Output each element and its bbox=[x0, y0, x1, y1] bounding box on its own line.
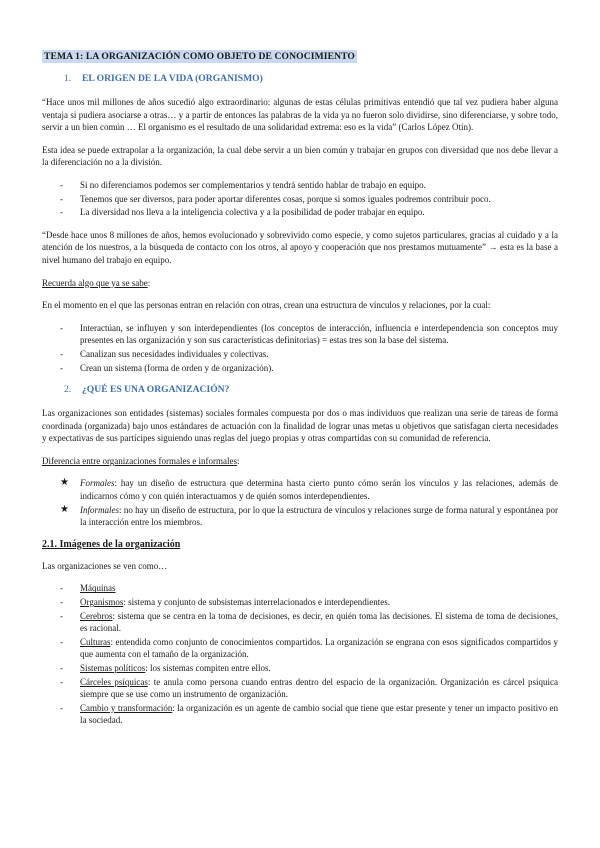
section-2-heading bbox=[64, 384, 558, 395]
list-item-text: : entendida como conjunto de conocimientos compartidos. La organización se engrana con esos significados compartidos y que aumenta con el tamaño de la organización. bbox=[80, 636, 558, 660]
section-2-1-heading: 2.1. Imágenes de la organización bbox=[42, 538, 181, 550]
list-item bbox=[42, 636, 558, 661]
list-item-text: Interactúan, se influyen y son interdependientes (los conceptos de interacción, influencia e interdependencia son conceptos muy presentes en las organización y son sus características definitorias) = estas tres son la base del sistema. bbox=[80, 322, 558, 346]
list-item bbox=[42, 477, 558, 502]
list-item bbox=[42, 348, 558, 361]
dash-marker: - bbox=[60, 179, 63, 190]
list-item-text: : los sistemas compiten entre ellos. bbox=[145, 663, 271, 673]
dash-marker: - bbox=[60, 583, 63, 594]
list-item bbox=[42, 206, 558, 219]
dash-marker: - bbox=[60, 348, 63, 359]
dash-marker: - bbox=[60, 663, 63, 673]
list-item-term: Máquinas bbox=[80, 583, 116, 594]
dash-marker: - bbox=[60, 597, 63, 608]
star-icon: ★ bbox=[60, 477, 69, 489]
difference-star-list bbox=[42, 477, 558, 528]
list-item bbox=[42, 362, 558, 375]
section-1-paragraph: Esta idea se puede extrapolar a la organización, la cual debe servir a un bien común y trabajar en grupos con diversidad que nos debe llevar a la diferenciación no a la división. bbox=[42, 144, 558, 168]
list-item-term: Informales bbox=[80, 504, 119, 515]
section-1-heading bbox=[64, 73, 558, 84]
difference-label: Diferencia entre organizaciones formales e informales bbox=[42, 455, 237, 466]
list-item-text: : hay un diseño de estructura que determina hasta cierto punto cómo serán los vínculos y las relaciones, además de indicarnos cómo y con quién interactuamos y de quién somos interdependientes. bbox=[80, 478, 558, 502]
list-item bbox=[42, 676, 558, 701]
list-item-text: : sistema y conjunto de subsistemas interrelacionados e interdependientes. bbox=[123, 597, 391, 608]
dash-marker: - bbox=[60, 207, 63, 218]
section-1-quote-2: “Desde hace unos 8 millones de años, hemos evolucionado y sobrevivido como especie, y como sujetos particulares, gracias al cuidado y a la atención de los nuestros, a la búsqueda de contacto con los otros, al apoyo y cooperación que nos prestamos mutuamente” → esta es la base a nivel humano del trabajo en equipo. bbox=[42, 229, 558, 265]
section-1-bullet-list bbox=[42, 179, 558, 219]
dash-marker: - bbox=[60, 362, 63, 373]
list-item-term: Formales bbox=[80, 478, 115, 489]
recall-label: Recuerda algo que ya se sabe bbox=[42, 277, 148, 288]
section-1-title: EL ORIGEN DE LA VIDA (ORGANISMO) bbox=[82, 73, 263, 84]
section-2-title: ¿QUÉ ES UNA ORGANIZACIÓN? bbox=[82, 384, 230, 396]
dash-marker: - bbox=[60, 322, 63, 333]
star-icon: ★ bbox=[60, 503, 69, 515]
list-item-term: Sistemas políticos bbox=[80, 663, 146, 673]
list-item-text: : te anula como persona cuando entras dentro del espacio de la organización. Organización es cárcel psíquica siempre que se use como un instrumento de organización. bbox=[80, 676, 558, 700]
list-item bbox=[42, 322, 558, 347]
recall-label-line bbox=[42, 277, 558, 290]
list-item-text: : la organización es un agente de cambio social que tiene que estar presente y tener un impacto positivo en la sociedad. bbox=[80, 702, 558, 726]
difference-colon: : bbox=[237, 455, 240, 466]
section-2-1-intro: Las organizaciones se ven como… bbox=[42, 560, 168, 571]
dash-marker: - bbox=[60, 676, 63, 687]
dash-marker: - bbox=[60, 636, 63, 647]
list-item bbox=[42, 193, 558, 206]
list-item bbox=[42, 179, 558, 192]
list-item-term: Culturas bbox=[80, 636, 111, 647]
dash-marker: - bbox=[60, 193, 63, 204]
section-1-number: 1. bbox=[64, 73, 72, 84]
list-item-term: Organismos bbox=[80, 597, 124, 608]
section-2-paragraph: Las organizaciones son entidades (sistemas) sociales formales compuesta por dos o mas individuos que realizan una serie de tareas de forma coordinada (organizada) bajo unos estándares de actuación con la finalidad de lograr unas metas u objetivos que satisfagan cierta necesidades y expectativas de sus partícipes siguiendo unas reglas del juego propias y otras compartidas con su comunidad de referencia. bbox=[42, 408, 558, 444]
recall-paragraph: En el momento en el que las personas entran en relación con otras, crean una estructura de vínculos y relaciones, por la cual: bbox=[42, 300, 491, 311]
list-item-text: Canalizan sus necesidades individuales y colectivas. bbox=[80, 348, 269, 359]
list-item bbox=[42, 662, 558, 675]
section-2-number: 2. bbox=[64, 384, 72, 396]
list-item-term: Cárceles psíquicas bbox=[80, 676, 148, 687]
difference-label-line bbox=[42, 455, 558, 468]
list-item bbox=[42, 596, 558, 609]
dash-marker: - bbox=[60, 610, 63, 621]
list-item bbox=[42, 582, 558, 595]
recall-colon: : bbox=[147, 277, 151, 288]
list-item bbox=[42, 610, 558, 635]
list-item-text: : no hay un diseño de estructura, por lo que la estructura de vínculos y relaciones surge de forma natural y espontánea por la interacción entre los miembros. bbox=[80, 504, 558, 528]
images-list bbox=[42, 582, 558, 727]
list-item bbox=[42, 504, 558, 529]
list-item-text: Crean un sistema (forma de orden y de organización). bbox=[80, 362, 274, 373]
list-item-text: La diversidad nos lleva a la inteligencia colectiva y a la posibilidad de poder trabajar en equipo. bbox=[80, 207, 425, 218]
list-item-text: : sistema que se centra en la toma de decisiones, es decir, en quién toma las decisiones. El sistema de toma de decisiones, es racional. bbox=[80, 610, 558, 634]
list-item-text: Si no diferenciamos podemos ser complementarios y tendrá sentido hablar de trabajo en equipo. bbox=[80, 179, 426, 190]
recall-bullet-list bbox=[42, 322, 558, 374]
list-item-term: Cambio y transformación bbox=[80, 702, 173, 713]
document-title: TEMA 1: LA ORGANIZACIÓN COMO OBJETO DE CONOCIMIENTO bbox=[44, 51, 355, 62]
section-1-quote: “Hace unos mil millones de años sucedió algo extraordinario: algunas de estas células primitivas entendió que tal vez pudiera haber alguna ventaja si pudiera asociarse a otras… y a partir de entonces las palabras de la vida ya no fueron solo dividirse, sino diferenciarse, y sobre todo, servir a un bien común … El organismo es el resultado de una solidaridad extrema: eso es la vida” (Carlos López Otín). bbox=[42, 97, 558, 133]
list-item bbox=[42, 702, 558, 727]
list-item-term: Cerebros bbox=[80, 610, 113, 621]
dash-marker: - bbox=[60, 702, 63, 713]
list-item-text: Tenemos que ser diversos, para poder aportar diferentes cosas, porque si somos iguales podremos contribuir poco. bbox=[80, 193, 491, 204]
